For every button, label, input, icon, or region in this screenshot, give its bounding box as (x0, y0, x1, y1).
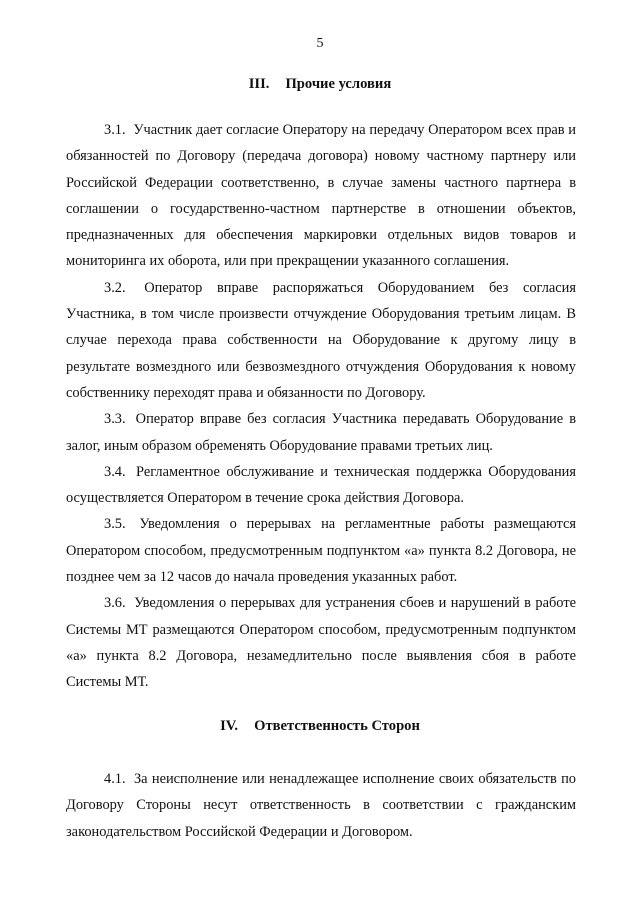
page-number: 5 (316, 36, 324, 51)
clause-number: 4.1. (104, 771, 126, 787)
clause-number: 3.3. (104, 411, 126, 428)
section-4-title: Ответственность Сторон (254, 718, 420, 734)
clause-number: 3.6. (104, 595, 126, 612)
clause-number: 3.4. (104, 463, 126, 480)
clause-3-6 (66, 590, 576, 695)
section-3-heading (0, 76, 640, 93)
clause-3-5 (66, 511, 576, 590)
clause-3-4 (66, 459, 576, 512)
clause-text: Участник дает согласие Оператору на передачу Оператором всех прав и обязанностей по Договору (передача договора) новому частному партнеру или Российской Федерации соответственно, в случае замены частного партнера в соглашении о государственно-частном партнерстве в отношении объектов, предназначенных для обеспечения маркировки отдельных видов товаров и мониторинга их оборота, или при прекращении указанного соглашения. (66, 122, 577, 270)
clause-3-3 (66, 406, 576, 459)
clause-text: Регламентное обслуживание и техническая поддержка Оборудования осуществляется Оператором в течение срока действия Договора. (66, 463, 576, 507)
clause-text: За неисполнение или ненадлежащее исполнение своих обязательств по Договору Стороны несут ответственность в соответствии с гражданским законодательством Российской Федерации и Договором. (66, 771, 576, 840)
section-4-number: IV. (220, 718, 239, 734)
clause-text: Оператор вправе распоряжаться Оборудованием без согласия Участника, в том числе произвести отчуждение Оборудования третьим лицам. В случае перехода права собственности на Оборудование к другому лицу в результате возмездного или безвозмездного отчуждения Оборудования к новому собственнику переходят права и обязанности по Договору. (66, 279, 576, 401)
clause-number: 3.2. (104, 279, 126, 296)
section-4-heading (0, 718, 640, 735)
clause-4-1 (66, 766, 576, 845)
section-3-title: Прочие условия (285, 76, 392, 92)
clause-3-1 (66, 117, 576, 275)
section-3-number: III. (248, 76, 270, 92)
section-3-body (66, 117, 576, 696)
clause-number: 3.1. (104, 122, 126, 138)
section-4-body (66, 766, 576, 845)
clause-text: Оператор вправе без согласия Участника передавать Оборудование в залог, иным образом обременять Оборудование правами третьих лиц. (66, 411, 576, 454)
clause-text: Уведомления о перерывах для устранения сбоев и нарушений в работе Системы МТ размещаются Оператором способом, предусмотренным подпунктом «а» пункта 8.2 Договора, незамедлительно после выявления сбоя в работе Системы МТ. (66, 595, 576, 691)
clause-number: 3.5. (104, 516, 126, 533)
clause-text: Уведомления о перерывах на регламентные работы размещаются Оператором способом, предусмотренным подпунктом «а» пункта 8.2 Договора, не позднее чем за 12 часов до начала проведения указанных работ. (66, 516, 576, 586)
clause-3-2 (66, 275, 576, 406)
